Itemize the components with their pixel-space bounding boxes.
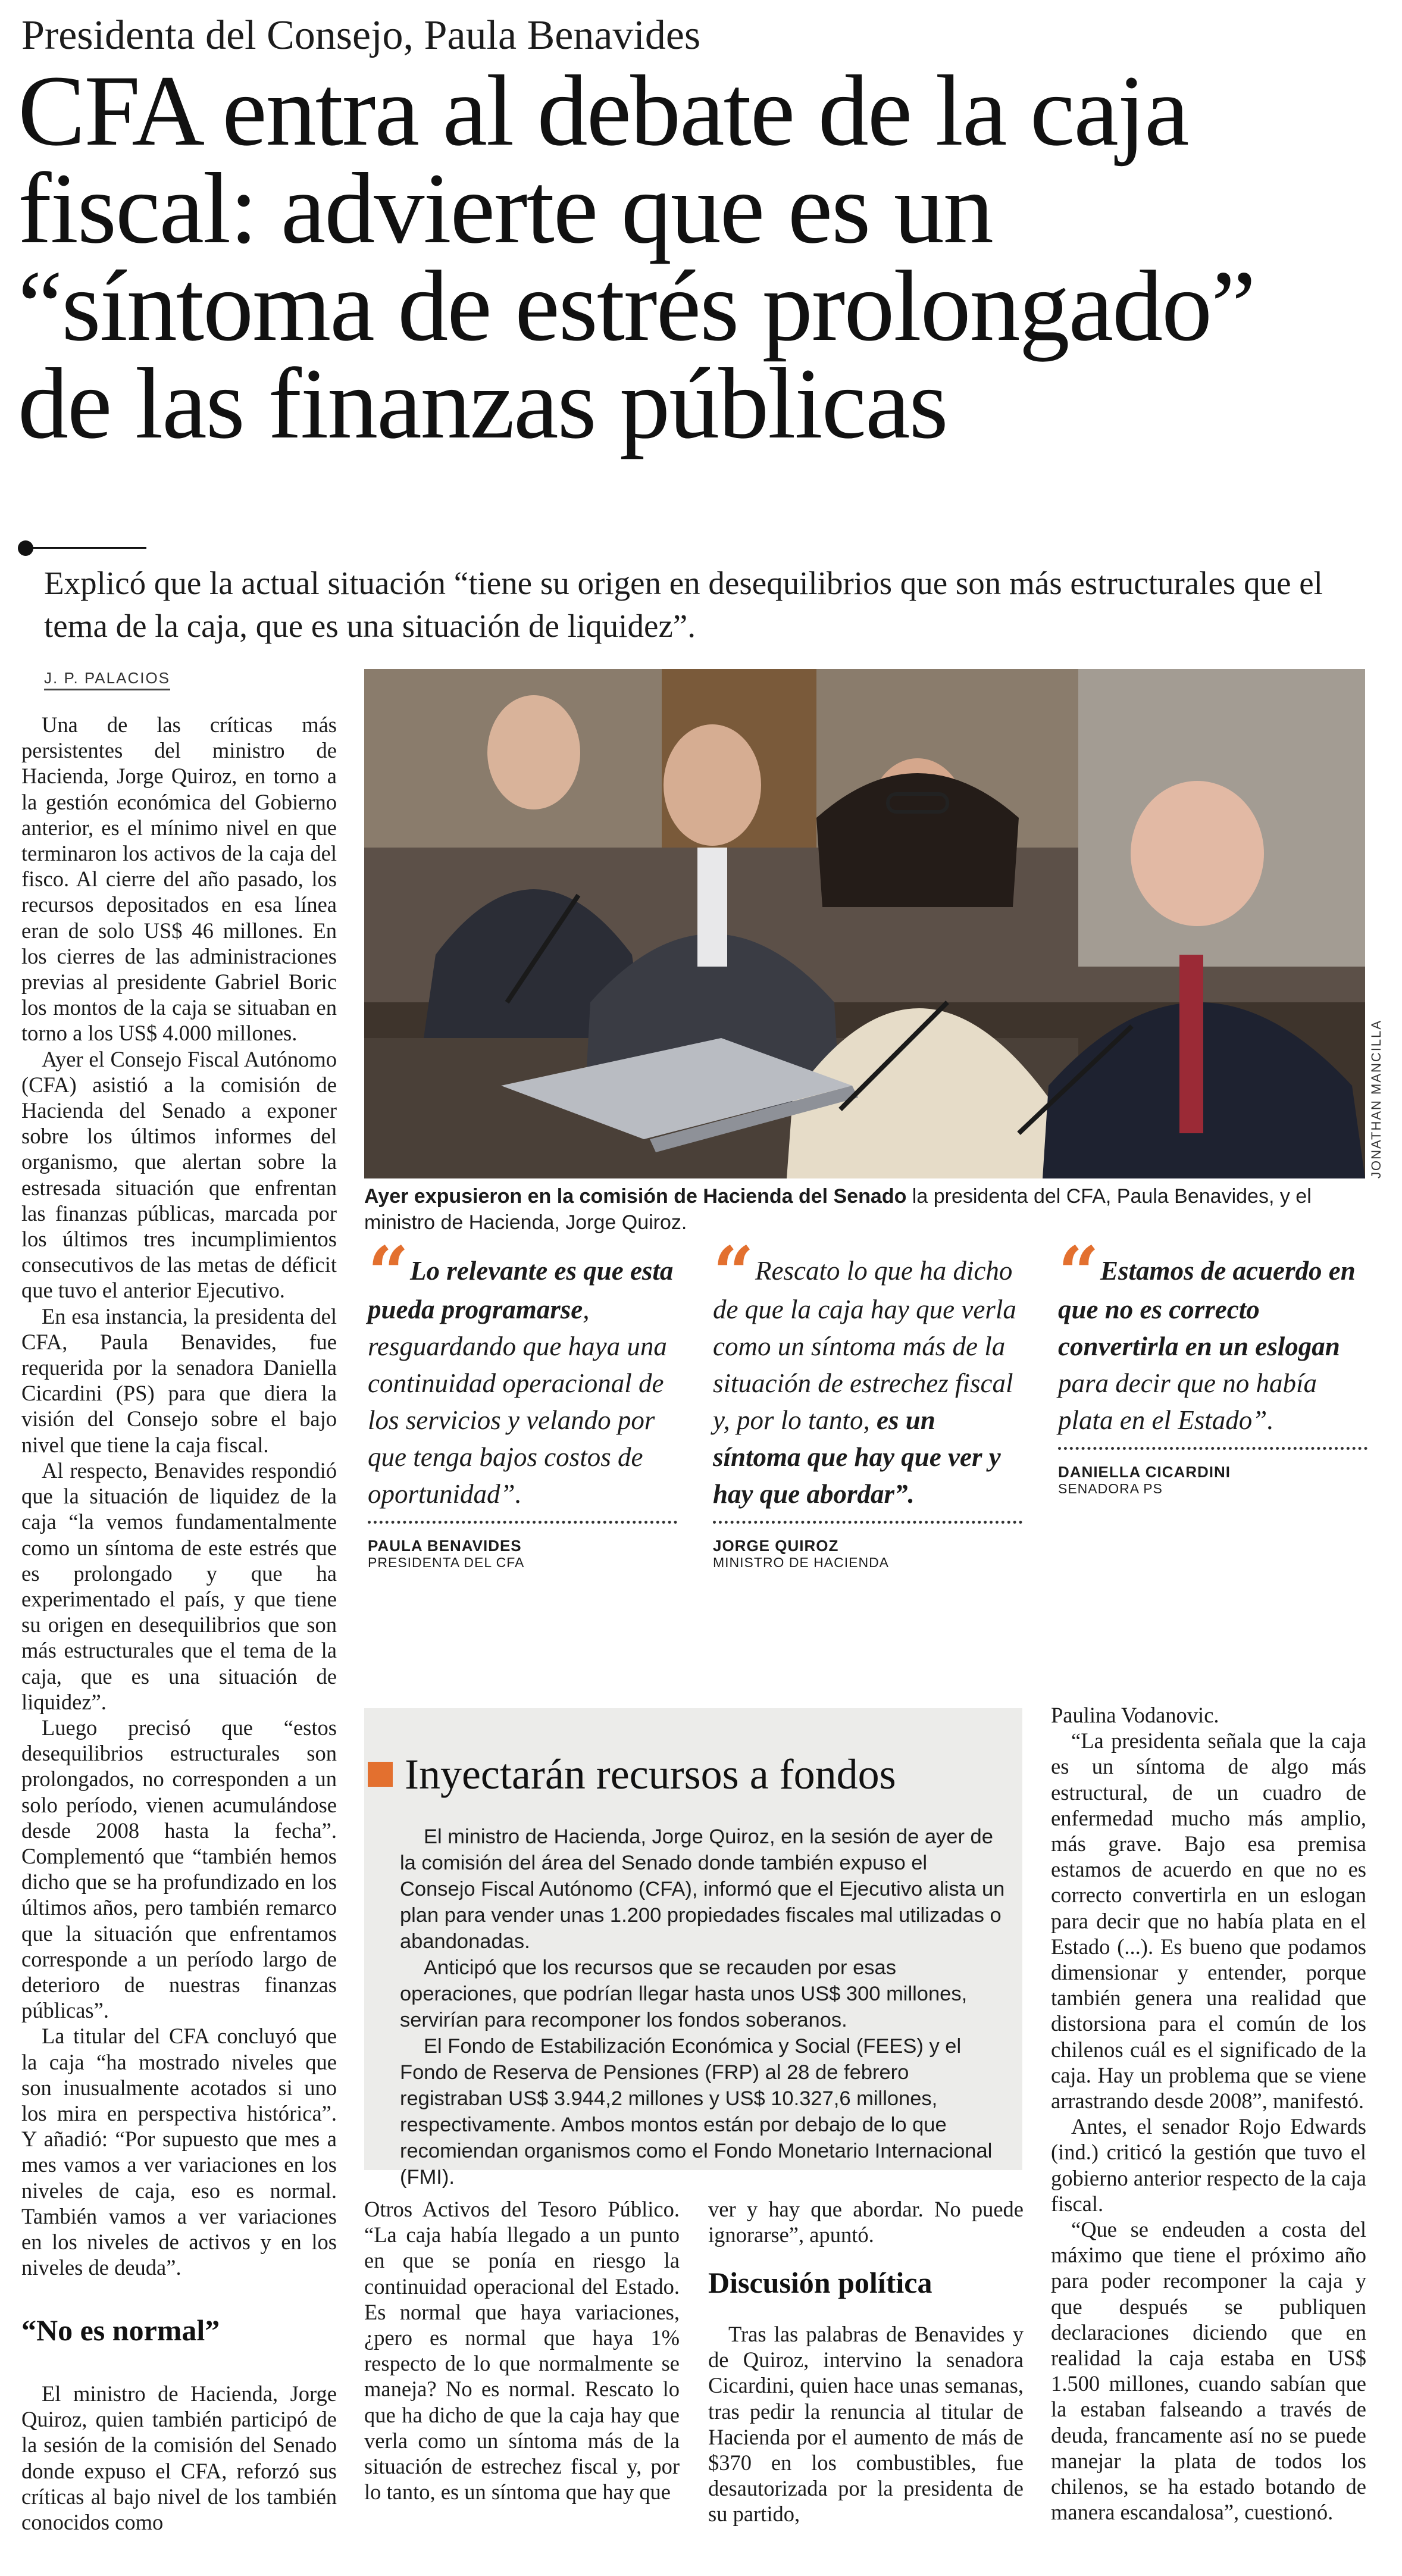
paragraph: “La presidenta señala que la caja es un síntoma de algo más estructural, de un cuadro de enfermedad mucho más amplio, más grave. Bajo esa premisa estamos de acuerdo en que no es correcto convertirla en un eslogan para decir que no había plata en el Estado (...). Es bueno que podamos dimensionar y entender, porque también genera una realidad que distorsiona para el común de los chilenos cuál es el significado de la caja. Hay un problema que se viene arrastrando desde 2008”, manifestó.	[1051, 1728, 1366, 2114]
paragraph: El ministro de Hacienda, Jorge Quiroz, quien también participó de la sesión de la comisión del Senado donde expuso el CFA, reforzó sus críticas al bajo nivel de los también conocidos como	[21, 2381, 337, 2535]
headline-line: CFA entra al debate de la caja	[18, 55, 1188, 167]
body-column-2-bottom	[364, 2196, 680, 2505]
paragraph: La titular del CFA concluyó que la caja “ha mostrado niveles que son inusualmente acotados si uno los mira en perspectiva histórica”. Y añadió: “Por supuesto que mes a mes vamos a ver variaciones en los niveles de caja, eso es normal. También vamos a ver variaciones en los niveles de activos y en los niveles de deuda”.	[21, 2024, 337, 2280]
photo-illustration	[364, 669, 1365, 1178]
quote-name: DANIELLA CICARDINI	[1058, 1463, 1231, 1481]
body-column-4	[1051, 1702, 1366, 2525]
paragraph: Una de las críticas más persistentes del ministro de Hacienda, Jorge Quiroz, en torno a la gestión económica del Gobierno anterior, es el mínimo nivel en que terminaron los activos de la caja del fisco. Al cierre del año pasado, los recursos depositados en esa línea eran de solo US$ 46 millones. En los cierres de las administraciones previas al presidente Gabriel Boric los montos de la caja se situaban en torno a los US$ 4.000 millones.	[21, 712, 337, 1046]
body-column-1	[21, 712, 337, 2280]
quote-mark-icon: “	[713, 1231, 749, 1315]
bullet-rule	[27, 547, 146, 549]
quote-name: PAULA BENAVIDES	[368, 1537, 522, 1555]
headline-line: “síntoma de estrés prolongado”	[18, 250, 1255, 362]
body-column-3-top	[708, 2196, 1024, 2247]
headline	[18, 55, 1387, 459]
pull-quote	[1058, 1231, 1367, 1496]
quote-rest: para decir que no había plata en el Estado”.	[1058, 1368, 1317, 1435]
paragraph: En esa instancia, la presidenta del CFA, Paula Benavides, fue requerida por la senadora Daniella Cicardini (PS) para que diera la visión del Consejo sobre el bajo nivel que tiene la caja fiscal.	[21, 1303, 337, 1457]
quote-rest: , resguardando que haya una continuidad operacional de los servicios y velando por que tenga bajos costos de oportunidad”.	[368, 1295, 667, 1509]
subhead-discusion-politica: Discusión política	[708, 2266, 932, 2299]
subhead-no-es-normal: “No es normal”	[21, 2314, 220, 2347]
pull-quote	[368, 1231, 677, 1570]
box-body	[400, 1824, 1006, 2190]
deck: Explicó que la actual situación “tiene su origen en desequilibrios que son más estructurales que el tema de la caja, que es una situación de liquidez”.	[44, 565, 1323, 644]
quote-text	[1058, 1231, 1367, 1439]
news-photo	[364, 669, 1365, 1178]
quote-mark-icon: “	[1058, 1231, 1094, 1315]
paragraph: Antes, el senador Rojo Edwards (ind.) criticó la gestión que tuvo el gobierno anterior respecto de la caja fiscal.	[1051, 2114, 1366, 2216]
square-marker-icon	[368, 1762, 393, 1787]
quote-role: MINISTRO DE HACIENDA	[713, 1555, 890, 1570]
quote-bold: es un síntoma que hay que ver y hay que abordar”.	[713, 1405, 1001, 1509]
photo-caption	[364, 1183, 1370, 1236]
paragraph: Al respecto, Benavides respondió que la situación de liquidez de la caja “la vemos fundamentalmente como un síntoma de este estrés que es prolongado y que ha experimentado el país, y que tiene su origen en desequilibrios que son más estructurales que el tema de la caja, que es una situación de liquidez”.	[21, 1458, 337, 1714]
paragraph: Ayer el Consejo Fiscal Autónomo (CFA) asistió a la comisión de Hacienda del Senado a exponer sobre los últimos informes del organismo, que alertan sobre la estresada situación que enfrentan las finanzas públicas, marcada por los últimos tres incumplimientos consecutivos de las metas de déficit que tuvo el anterior Ejecutivo.	[21, 1046, 337, 1303]
paragraph: Paulina Vodanovic.	[1051, 1703, 1219, 1727]
byline: J. P. PALACIOS	[44, 669, 170, 690]
pull-quote	[713, 1231, 1022, 1570]
box-paragraph: Anticipó que los recursos que se recauden por esas operaciones, que podrían llegar hasta unos US$ 300 millones, servirían para recomponer los fondos soberanos.	[400, 1956, 968, 2031]
quote-bold: Lo relevante es que esta pueda programarse	[368, 1256, 674, 1324]
quote-role: SENADORA PS	[1058, 1481, 1163, 1496]
kicker: Presidenta del Consejo, Paula Benavides	[21, 12, 701, 58]
quote-role: PRESIDENTA DEL CFA	[368, 1555, 525, 1570]
quote-text	[713, 1231, 1022, 1512]
headline-line: de las finanzas públicas	[18, 348, 947, 459]
photo-credit	[1369, 1019, 1392, 1178]
quote-name: JORGE QUIROZ	[713, 1537, 839, 1555]
dotted-rule	[1058, 1447, 1367, 1450]
paragraph: “Que se endeuden a costa del máximo que tiene el próximo año para poder recomponer la caja y que después se publiquen declaraciones diciendo que en realidad la caja estaba en US$ 1.500 millones, cuando sabían que la estaban falseando a través de deuda, francamente así no se puede manejar la plata de todos los chilenos, se ha estado botando de manera escandalosa”, cuestionó.	[1051, 2217, 1366, 2525]
caption-lead: Ayer expusieron en la comisión de Hacienda del Senado	[364, 1185, 907, 1208]
paragraph: Luego precisó que “estos desequilibrios estructurales son prolongados, no corresponden a un solo período, vienen acumulándose desde 2008 hasta la fecha”. Complementó que “también hemos dicho que se ha profundizado en los últimos años, pero también remarco que la situación que enfrentamos corresponde a un período largo de deterioro de nuestras finanzas públicas”.	[21, 1715, 337, 2023]
dotted-rule	[368, 1521, 677, 1524]
paragraph: Tras las palabras de Benavides y de Quiroz, intervino la senadora Cicardini, quien hace unas semanas, tras pedir la renuncia al titular de Hacienda por el aumento de más de $370 en los combustibles, fue desautorizada por la presidenta de su partido,	[708, 2322, 1024, 2527]
quote-text	[368, 1231, 677, 1512]
paragraph: ver y hay que abordar. No puede ignorarse”, apuntó.	[708, 2197, 1024, 2247]
quote-bold: Estamos de acuerdo en que no es correcto convertirla en un eslogan	[1058, 1256, 1356, 1361]
paragraph: Otros Activos del Tesoro Público. “La caja había llegado a un punto en que se ponía en riesgo la continuidad operacional del Estado. Es normal que haya variaciones, ¿pero es normal que haya 1% respecto de lo que normalmente se maneja? No es normal. Rescato lo que ha dicho de que la caja hay que verla como un síntoma más de la situación de estrechez fiscal y, por lo tanto, es un síntoma que hay que	[364, 2197, 680, 2505]
body-column-3-bottom	[708, 2321, 1024, 2527]
photo-credit-text: JONATHAN MANCILLA	[1369, 1019, 1384, 1178]
quote-mark-icon: “	[368, 1231, 403, 1315]
headline-line: fiscal: advierte que es un	[18, 152, 993, 264]
dotted-rule	[713, 1521, 1022, 1524]
body-column-1-bottom	[21, 2381, 337, 2535]
quote-rest: Rescato lo que ha dicho de que la caja hay que verla como un síntoma más de la situación de estrechez fiscal y, por lo tanto,	[713, 1256, 1016, 1435]
box-paragraph: El Fondo de Estabilización Económica y Social (FEES) y el Fondo de Reserva de Pensiones (FRP) al 28 de febrero registraban US$ 3.944,2 millones y US$ 10.327,6 millones, respectivamente. Ambos montos están por debajo de lo que recomiendan organismos como el Fondo Monetario Internacional (FMI).	[400, 2035, 993, 2189]
box-paragraph: El ministro de Hacienda, Jorge Quiroz, en la sesión de ayer de la comisión del área del Senado donde también expuso el Consejo Fiscal Autónomo (CFA), informó que el Ejecutivo alista un plan para vender unas 1.200 propiedades fiscales mal utilizadas o abandonadas.	[400, 1825, 1005, 1953]
box-title: Inyectarán recursos a fondos	[405, 1750, 896, 1798]
caption-text: la presidenta del CFA, Paula Benavides, y el ministro de Hacienda, Jorge Quiroz.	[364, 1185, 1312, 1234]
